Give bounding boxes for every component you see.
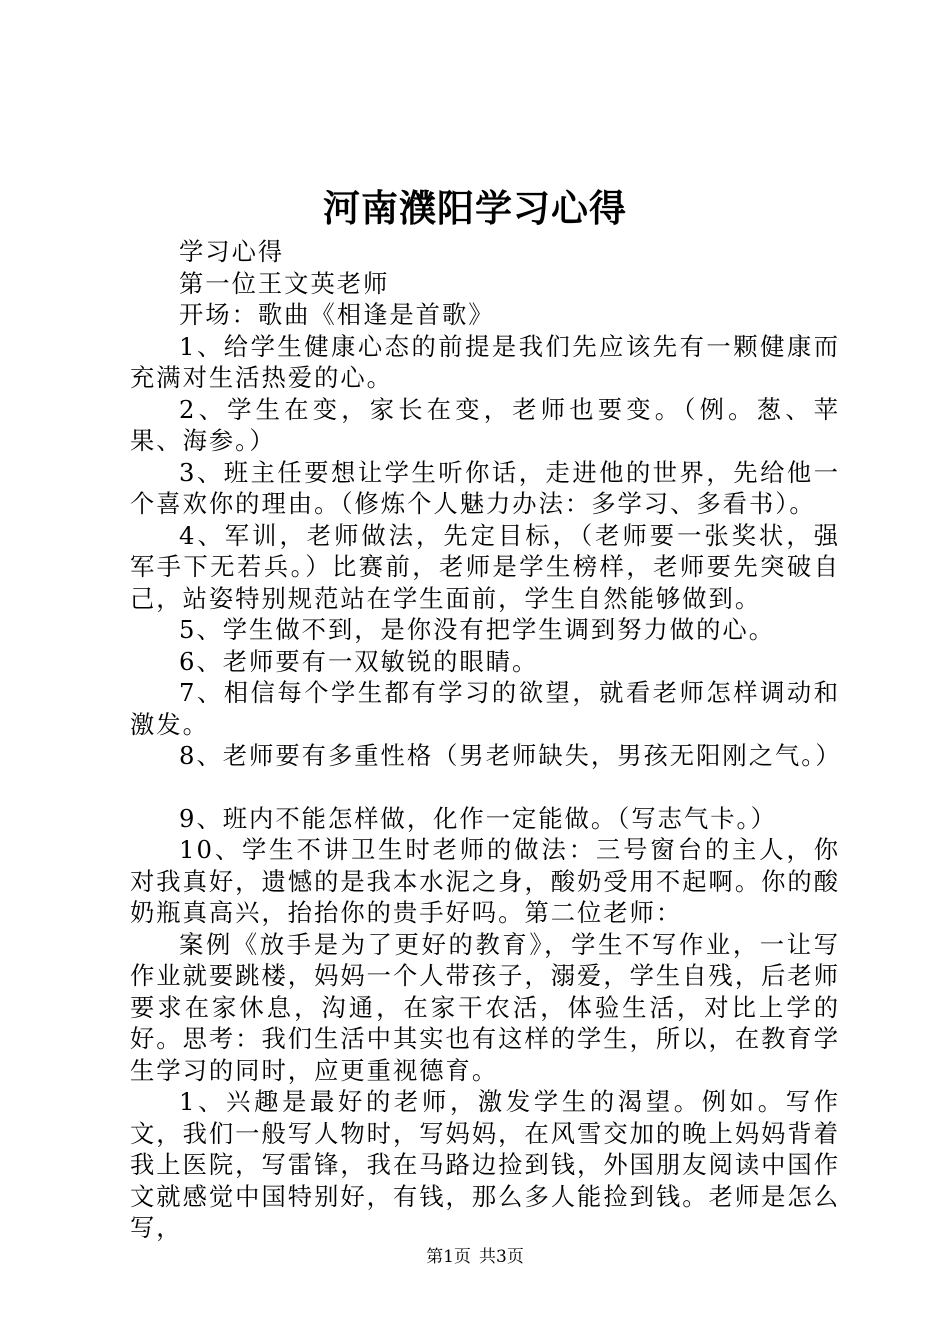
document-title: 河南濮阳学习心得 xyxy=(323,186,627,230)
paragraph: 1、兴趣是最好的老师，激发学生的渴望。例如。写作文，我们一般写人物时，写妈妈，在风雪交加的晚上妈妈背着我上医院，写雷锋，我在马路边捡到钱，外国朋友阅读中国作文就感觉中国特别好，有钱，那么多人能捡到钱。老师是怎么写， xyxy=(130,1087,841,1242)
paragraph: 第一位王文英老师 xyxy=(179,268,390,298)
paragraph: 4、军训，老师做法，先定目标，（老师要一张奖状，强军手下无若兵。）比赛前，老师是学生榜样，老师要先突破自己，站姿特别规范站在学生面前，学生自然能够做到。 xyxy=(130,520,840,613)
paragraph: 7、相信每个学生都有学习的欲望，就看老师怎样调动和激发。 xyxy=(130,678,840,739)
paragraph: 3、班主任要想让学生听你话，走进他的世界，先给他一个喜欢你的理由。（修炼个人魅力办法：多学习、多看书）。 xyxy=(130,457,840,518)
paragraph: 8、老师要有多重性格（男老师缺失，男孩无阳刚之气。） xyxy=(179,741,842,770)
paragraph: 10、学生不讲卫生时老师的做法：三号窗台的主人，你对我真好，遗憾的是我本水泥之身，酸奶受用不起啊。你的酸奶瓶真高兴，抬抬你的贵手好吗。第二位老师： xyxy=(130,835,841,927)
page-number: 第1页 xyxy=(426,1247,471,1267)
paragraph: 2、学生在变，家长在变，老师也要变。（例。葱、苹果、海参。） xyxy=(130,394,840,455)
page-footer xyxy=(0,1245,950,1269)
paragraph: 9、班内不能怎样做，化作一定能做。（写志气卡。） xyxy=(179,803,777,833)
paragraph: 案例《放手是为了更好的教育》，学生不写作业，一让写作业就要跳楼，妈妈一个人带孩子，溺爱，学生自残，后老师要求在家休息，沟通，在家干农活，体验生活，对比上学的好。思考：我们生活中其实也有这样的学生，所以，在教育学生学习的同时，应更重视德育。 xyxy=(130,929,841,1085)
document-body xyxy=(130,236,840,1244)
paragraph: 开场：歌曲《相逢是首歌》 xyxy=(179,300,495,329)
paragraph: 学习心得 xyxy=(179,237,285,266)
paragraph: 6、老师要有一双敏锐的眼睛。 xyxy=(179,646,539,676)
page-total: 共3页 xyxy=(479,1247,524,1267)
paragraph: 5、学生做不到，是你没有把学生调到努力做的心。 xyxy=(179,615,775,644)
paragraph: 1、给学生健康心态的前提是我们先应该先有一颗健康而充满对生活热爱的心。 xyxy=(130,331,840,392)
